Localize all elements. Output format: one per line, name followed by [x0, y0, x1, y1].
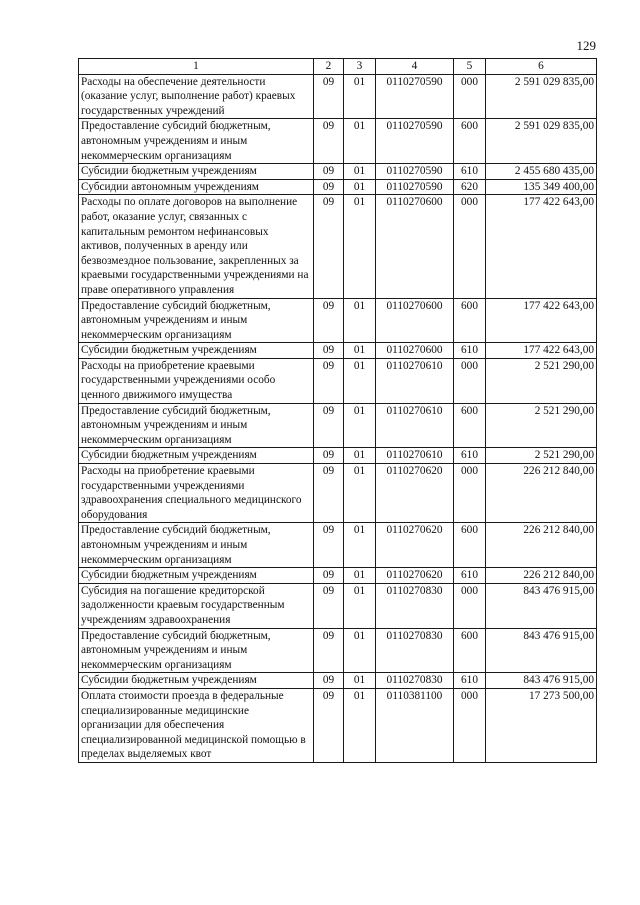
target-article-cell: 0110270600: [376, 195, 454, 298]
target-article-cell: 0110270610: [376, 403, 454, 448]
table-row: [79, 164, 597, 180]
section-code-cell: 09: [314, 164, 344, 180]
amount-cell: 2 591 029 835,00: [486, 119, 597, 164]
expense-name-cell: Субсидия на погашение кредиторской задолженности краевым государственным учреждениям здравоохранения: [79, 583, 314, 628]
amount-cell: 177 422 643,00: [486, 298, 597, 343]
expense-type-cell: 610: [454, 448, 486, 464]
target-article-cell: 0110270620: [376, 523, 454, 568]
expense-type-cell: 600: [454, 403, 486, 448]
target-article-cell: 0110270620: [376, 464, 454, 523]
target-article-cell: 0110270610: [376, 358, 454, 403]
subsection-code-cell: 01: [344, 403, 376, 448]
table-row: [79, 523, 597, 568]
target-article-cell: 0110270590: [376, 74, 454, 119]
expense-name-cell: Субсидии бюджетным учреждениям: [79, 448, 314, 464]
subsection-code-cell: 01: [344, 628, 376, 673]
section-code-cell: 09: [314, 119, 344, 164]
page-number: 129: [576, 38, 596, 53]
column-header-amount: 6: [486, 59, 597, 75]
expense-name-cell: Субсидии бюджетным учреждениям: [79, 568, 314, 584]
table-row: [79, 195, 597, 298]
subsection-code-cell: 01: [344, 119, 376, 164]
expense-type-cell: 610: [454, 568, 486, 584]
subsection-code-cell: 01: [344, 448, 376, 464]
expense-name-cell: Оплата стоимости проезда в федеральные специализированные медицинские организации для обеспечения специализированной медицинской помощью в пределах выделяемых квот: [79, 688, 314, 762]
section-code-cell: 09: [314, 464, 344, 523]
table-row: [79, 688, 597, 762]
table-row: [79, 74, 597, 119]
expense-name-cell: Расходы на приобретение краевыми государственными учреждениями особо ценного движимого имущества: [79, 358, 314, 403]
expense-type-cell: 000: [454, 583, 486, 628]
section-code-cell: 09: [314, 673, 344, 689]
expense-type-cell: 620: [454, 179, 486, 195]
amount-cell: 2 521 290,00: [486, 448, 597, 464]
subsection-code-cell: 01: [344, 74, 376, 119]
amount-cell: 843 476 915,00: [486, 673, 597, 689]
table-row: [79, 583, 597, 628]
subsection-code-cell: 01: [344, 298, 376, 343]
subsection-code-cell: 01: [344, 195, 376, 298]
section-code-cell: 09: [314, 74, 344, 119]
section-code-cell: 09: [314, 343, 344, 359]
expense-type-cell: 610: [454, 673, 486, 689]
target-article-cell: 0110270590: [376, 119, 454, 164]
expense-name-cell: Предоставление субсидий бюджетным, автономным учреждениям и иным некоммерческим организациям: [79, 523, 314, 568]
column-header-expense-type: 5: [454, 59, 486, 75]
section-code-cell: 09: [314, 688, 344, 762]
table-row: [79, 119, 597, 164]
subsection-code-cell: 01: [344, 688, 376, 762]
table-body: [79, 74, 597, 762]
target-article-cell: 0110270590: [376, 179, 454, 195]
column-header-target-code: 4: [376, 59, 454, 75]
table-row: [79, 343, 597, 359]
section-code-cell: 09: [314, 179, 344, 195]
target-article-cell: 0110270600: [376, 343, 454, 359]
amount-cell: 17 273 500,00: [486, 688, 597, 762]
section-code-cell: 09: [314, 568, 344, 584]
target-article-cell: 0110270590: [376, 164, 454, 180]
table-row: [79, 358, 597, 403]
subsection-code-cell: 01: [344, 179, 376, 195]
amount-cell: 2 591 029 835,00: [486, 74, 597, 119]
amount-cell: 135 349 400,00: [486, 179, 597, 195]
subsection-code-cell: 01: [344, 464, 376, 523]
column-header-subsection: 3: [344, 59, 376, 75]
subsection-code-cell: 01: [344, 164, 376, 180]
expense-type-cell: 600: [454, 119, 486, 164]
expense-type-cell: 610: [454, 343, 486, 359]
table-row: [79, 628, 597, 673]
table-row: [79, 464, 597, 523]
target-article-cell: 0110270830: [376, 583, 454, 628]
subsection-code-cell: 01: [344, 343, 376, 359]
target-article-cell: 0110381100: [376, 688, 454, 762]
expense-name-cell: Предоставление субсидий бюджетным, автономным учреждениям и иным некоммерческим организациям: [79, 298, 314, 343]
expense-name-cell: Расходы на обеспечение деятельности (оказание услуг, выполнение работ) краевых государственных учреждений: [79, 74, 314, 119]
amount-cell: 843 476 915,00: [486, 628, 597, 673]
amount-cell: 226 212 840,00: [486, 523, 597, 568]
section-code-cell: 09: [314, 583, 344, 628]
expense-name-cell: Расходы на приобретение краевыми государственными учреждениями здравоохранения специального медицинского оборудования: [79, 464, 314, 523]
expense-type-cell: 000: [454, 358, 486, 403]
expense-type-cell: 600: [454, 523, 486, 568]
amount-cell: 226 212 840,00: [486, 568, 597, 584]
table-row: [79, 179, 597, 195]
expense-type-cell: 000: [454, 74, 486, 119]
expense-name-cell: Субсидии автономным учреждениям: [79, 179, 314, 195]
section-code-cell: 09: [314, 298, 344, 343]
table-row: [79, 403, 597, 448]
table-row: [79, 448, 597, 464]
amount-cell: 226 212 840,00: [486, 464, 597, 523]
column-header-name: 1: [79, 59, 314, 75]
subsection-code-cell: 01: [344, 583, 376, 628]
section-code-cell: 09: [314, 195, 344, 298]
table-row: [79, 298, 597, 343]
table-header-row: [79, 59, 597, 75]
table-row: [79, 673, 597, 689]
amount-cell: 2 455 680 435,00: [486, 164, 597, 180]
expense-type-cell: 600: [454, 628, 486, 673]
target-article-cell: 0110270830: [376, 628, 454, 673]
expense-type-cell: 000: [454, 688, 486, 762]
target-article-cell: 0110270600: [376, 298, 454, 343]
section-code-cell: 09: [314, 523, 344, 568]
amount-cell: 2 521 290,00: [486, 358, 597, 403]
amount-cell: 177 422 643,00: [486, 343, 597, 359]
section-code-cell: 09: [314, 358, 344, 403]
expense-name-cell: Расходы по оплате договоров на выполнение работ, оказание услуг, связанных с капитальным ремонтом нефинансовых активов, полученных в аренду или безвозмездное пользование, закрепленных за краевыми государственными учреждениями на праве оперативного управления: [79, 195, 314, 298]
table-row: [79, 568, 597, 584]
expense-name-cell: Субсидии бюджетным учреждениям: [79, 673, 314, 689]
expense-type-cell: 000: [454, 464, 486, 523]
amount-cell: 2 521 290,00: [486, 403, 597, 448]
expense-name-cell: Субсидии бюджетным учреждениям: [79, 343, 314, 359]
amount-cell: 843 476 915,00: [486, 583, 597, 628]
subsection-code-cell: 01: [344, 358, 376, 403]
amount-cell: 177 422 643,00: [486, 195, 597, 298]
budget-table: [78, 58, 597, 763]
expense-name-cell: Субсидии бюджетным учреждениям: [79, 164, 314, 180]
subsection-code-cell: 01: [344, 523, 376, 568]
expense-name-cell: Предоставление субсидий бюджетным, автономным учреждениям и иным некоммерческим организациям: [79, 628, 314, 673]
expense-type-cell: 610: [454, 164, 486, 180]
expense-type-cell: 000: [454, 195, 486, 298]
target-article-cell: 0110270830: [376, 673, 454, 689]
section-code-cell: 09: [314, 403, 344, 448]
expense-name-cell: Предоставление субсидий бюджетным, автономным учреждениям и иным некоммерческим организациям: [79, 403, 314, 448]
section-code-cell: 09: [314, 448, 344, 464]
column-header-section: 2: [314, 59, 344, 75]
subsection-code-cell: 01: [344, 568, 376, 584]
expense-name-cell: Предоставление субсидий бюджетным, автономным учреждениям и иным некоммерческим организациям: [79, 119, 314, 164]
section-code-cell: 09: [314, 628, 344, 673]
expense-type-cell: 600: [454, 298, 486, 343]
subsection-code-cell: 01: [344, 673, 376, 689]
target-article-cell: 0110270610: [376, 448, 454, 464]
target-article-cell: 0110270620: [376, 568, 454, 584]
